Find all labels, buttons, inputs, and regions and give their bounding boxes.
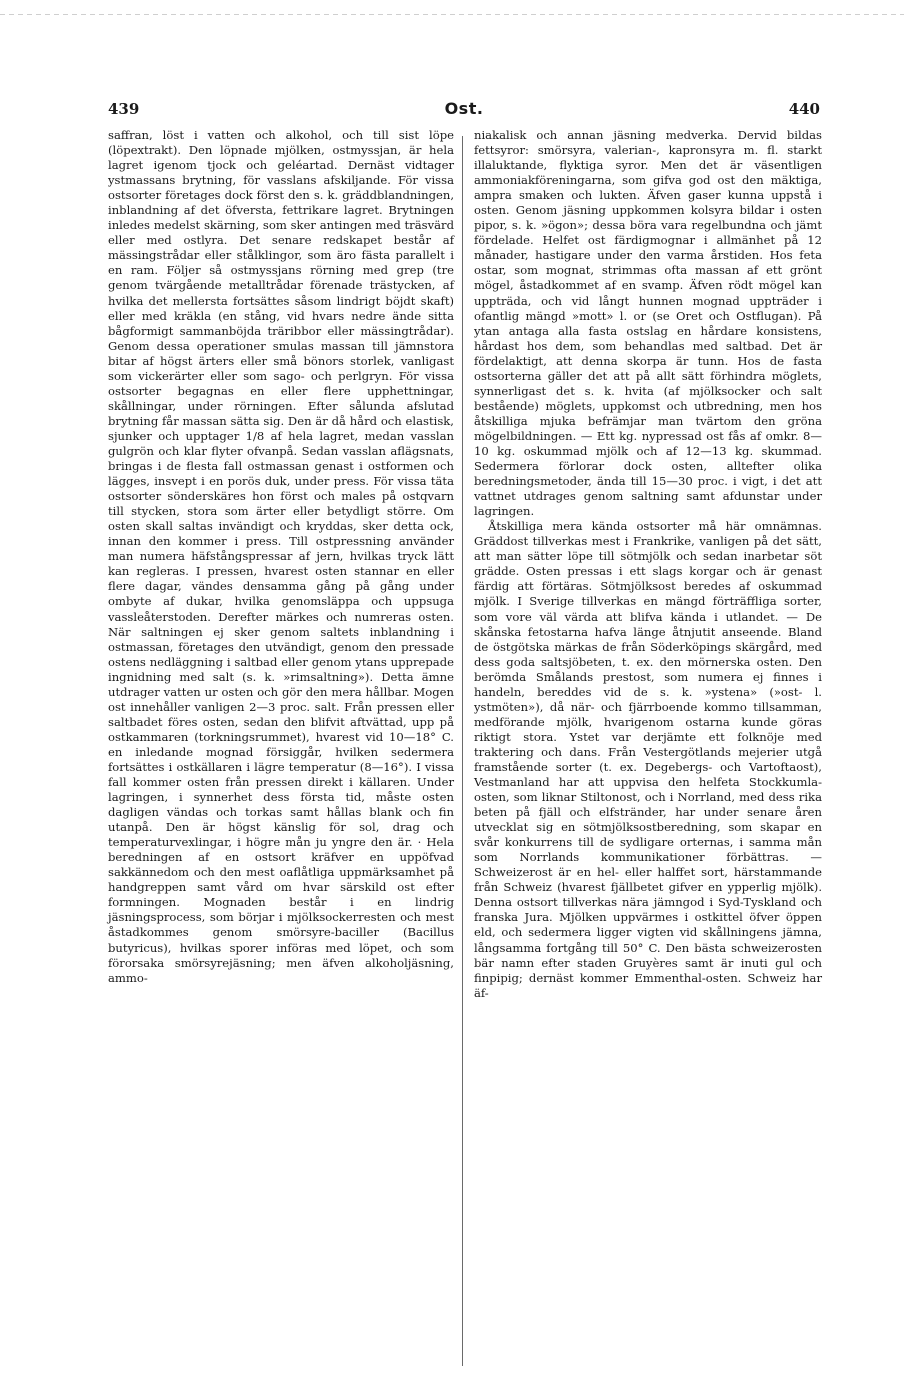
running-title: Ost. xyxy=(444,99,484,118)
left-page-number: 439 xyxy=(108,100,140,118)
left-column xyxy=(108,128,454,986)
scan-edge-line xyxy=(0,14,904,15)
right-paragraph-2: Åtskilliga mera kända ostsorter må här omnämnas. Gräddost tillverkas mest i Frankrike, vanligen på det sätt, att man sätter löpe till sötmjölk och sedan inarbetar söt grädde. Osten pressas i ett slags korgar och är genast färdig att förtäras. Sötmjölksost beredes af oskummad mjölk. I Sverige tillverkas en mängd förträffliga sorter, som vore väl värda att blifva kända i utlandet. — De skånska fetostarna hafva länge åtnjutit anseende. Bland de östgötska märkas de från Söderköpings skärgård, med dess goda saltsjöbeten, t. ex. den mörnerska osten. Den berömda Smålands prestost, som numera ej finnes i handeln, bereddes vid de s. k. »ystena» (»ost- l. ystmöten»), då när- och fjärrboende kommo tillsamman, medförande mjölk, hvarigenom ostarna kunde göras riktigt stora. Ystet var derjämte ett folknöje med traktering och dans. Från Vestergötlands mejerier utgå framstående sorter (t. ex. Degebergs- och Vartoftaost), Vestmanland har att uppvisa den helfeta Stockkumla-osten, som liknar Stiltonost, och i Norrland, med dess rika beten på fjäll och elfstränder, har under senare åren utvecklat sig en sötmjölksostberedning, som skapar en svår konkurrens till de sydligare orternas, i samma mån som Norrlands kommunikationer förbättras. — Schweizerost är en hel- eller halffet sort, härstammande från Schweiz (hvarest fjällbetet gifver en ypperlig mjölk). Denna ostsort tillverkas nära jämngod i Syd-Tyskland och franska Jura. Mjölken uppvärmes i ostkittel öfver öppen eld, och sedermera ligger vigten vid skållningens jämna, långsamma fortgång till 50° C. Den bästa schweizerosten bär namn efter staden Gruyères samt är inuti gul och finpipig; dernäst kommer Emmenthal-osten. Schweiz har äf- xyxy=(474,519,822,1000)
right-column xyxy=(474,128,822,1001)
column-divider xyxy=(462,136,463,1366)
right-page-number: 440 xyxy=(788,100,820,118)
left-column-text: saffran, löst i vatten och alkohol, och till sist löpe (löpextrakt). Den löpnade mjölken, ostmyssjan, är hela lagret igenom tjock och geléartad. Dernäst vidtager ystmassans brytning, för vasslans afskiljande. För vissa ostsorter företages dock först den s. k. gräddblandningen, inblandning af det öfversta, fettrikare lagret. Brytningen inledes medelst skärning, som sker antingen med träsvärd eller med ostlyra. Det senare redskapet består af mässingstrådar eller stålklingor, som äro fästa parallelt i en ram. Följer så ostmyssjans rörning med grep (tre genom tvärgående metalltrådar förenade trästycken, af hvilka det mellersta fortsättes såsom lindrigt böjdt skaft) eller med kräkla (en stång, vid hvars nedre ände sitta bågformigt sammanböjda träribbor eller mässingtrådar). Genom dessa operationer smulas massan till jämnstora bitar af högst ärters eller små bönors storlek, vanligast som vickerärter eller som sago- och perlgryn. För vissa ostsorter begagnas en eller flere upphettningar, skållningar, under rörningen. Efter sålunda afslutad brytning får massan sätta sig. Den är då hård och elastisk, sjunker och upptager 1/8 af hela lagret, medan vasslan gulgrön och klar flyter ofvanpå. Sedan vasslan aflägsnats, bringas i de flesta fall ostmassan genast i ostformen och lägges, insvept i en porös duk, under press. För vissa täta ostsorter sönderskäres hon först och males på ostqvarn till stycken, stora som ärter eller betydligt större. Om osten skall saltas invändigt och kryddas, sker detta ock, innan den kommer i press. Till ostpressning använder man numera häfstångspressar af jern, hvilkas tryck lätt kan regleras. I pressen, hvarest osten stannar en eller flere dagar, vändes densamma gång på gång under ombyte af dukar, hvilka genomsläppa och uppsuga vassleåterstoden. Derefter märkes och numreras osten. När saltningen ej sker genom saltets inblandning i ostmassan, företages den utvändigt, genom den pressade ostens nedläggning i saltbad eller genom ytans upprepade ingnidning med salt (s. k. »rimsaltning»). Detta ämne utdrager vatten ur osten och gör den mera hållbar. Mogen ost innehåller vanligen 2—3 proc. salt. Från pressen eller saltbadet föres osten, sedan den blifvit aftvättad, upp på ostkammaren (torkningsrummet), hvarest vid 10—18° C. en inledande mognad försiggår, hvilken sedermera fortsättes i ostkällaren i lägre temperatur (8—16°). I vissa fall kommer osten från pressen direkt i källaren. Under lagringen, i synnerhet dess första tid, måste osten dagligen vändas och torkas samt hållas blank och fin utanpå. Den är högst känslig för sol, drag och temperaturvexlingar, i högre mån ju yngre den är. · Hela beredningen af en ostsort kräfver en uppöfvad sakkännedom och den mest oaflåtliga uppmärksamhet på handgreppen samt vård om hvar särskild ost efter formningen. Mognaden består i en lindrig jäsningsprocess, som börjar i mjölksockerresten och mest åstadkommes genom smörsyre-baciller (Bacillus butyricus), hvilkas sporer införas med löpet, och som förorsaka smörsyrejäsning; men äfven alkoholjäsning, ammo- xyxy=(108,128,454,985)
right-paragraph-1: niakalisk och annan jäsning medverka. Dervid bildas fettsyror: smörsyra, valerian-, kapronsyra m. fl. starkt illaluktande, flyktiga syror. Men det är väsentligen ammoniakföreningarna, som gifva god ost den mäktiga, ampra smaken och lukten. Äfven gaser kunna uppstå i osten. Genom jäsning uppkommen kolsyra bildar i osten pipor, s. k. »ögon»; dessa böra vara regelbundna och jämt fördelade. Helfet ost färdigmognar i allmänhet på 12 månader, hastigare under den varma årstiden. Hos feta ostar, som mognat, strimmas ofta massan af ett grönt mögel, åstadkommet af en svamp. Äfven rödt mögel kan uppträda, och vid långt hunnen mognad uppträder i ofantlig mängd »mott» l. or (se Oret och Ostflugan). På ytan antaga alla fasta ostslag en hårdare konsistens, hårdast hos dem, som behandlas med saltbad. Det är fördelaktigt, att denna skorpa är tunn. Hos de fasta ostsorterna gäller det att på allt sätt förhindra möglets, synnerligast det s. k. hvita (af mjölksocker och salt bestående) möglets, uppkomst och utbredning, men hos åtskilliga mjuka befrämjar man tvärtom den gröna mögelbildningen. — Ett kg. nypressad ost fås af omkr. 8—10 kg. oskummad mjölk och af 12—13 kg. skummad. Sedermera förlorar dock osten, alltefter olika beredningsmetoder, ända till 15—30 proc. i vigt, i det att vattnet utdrages genom saltning samt afdunstar under lagringen. xyxy=(474,128,822,519)
page-header xyxy=(108,100,820,122)
